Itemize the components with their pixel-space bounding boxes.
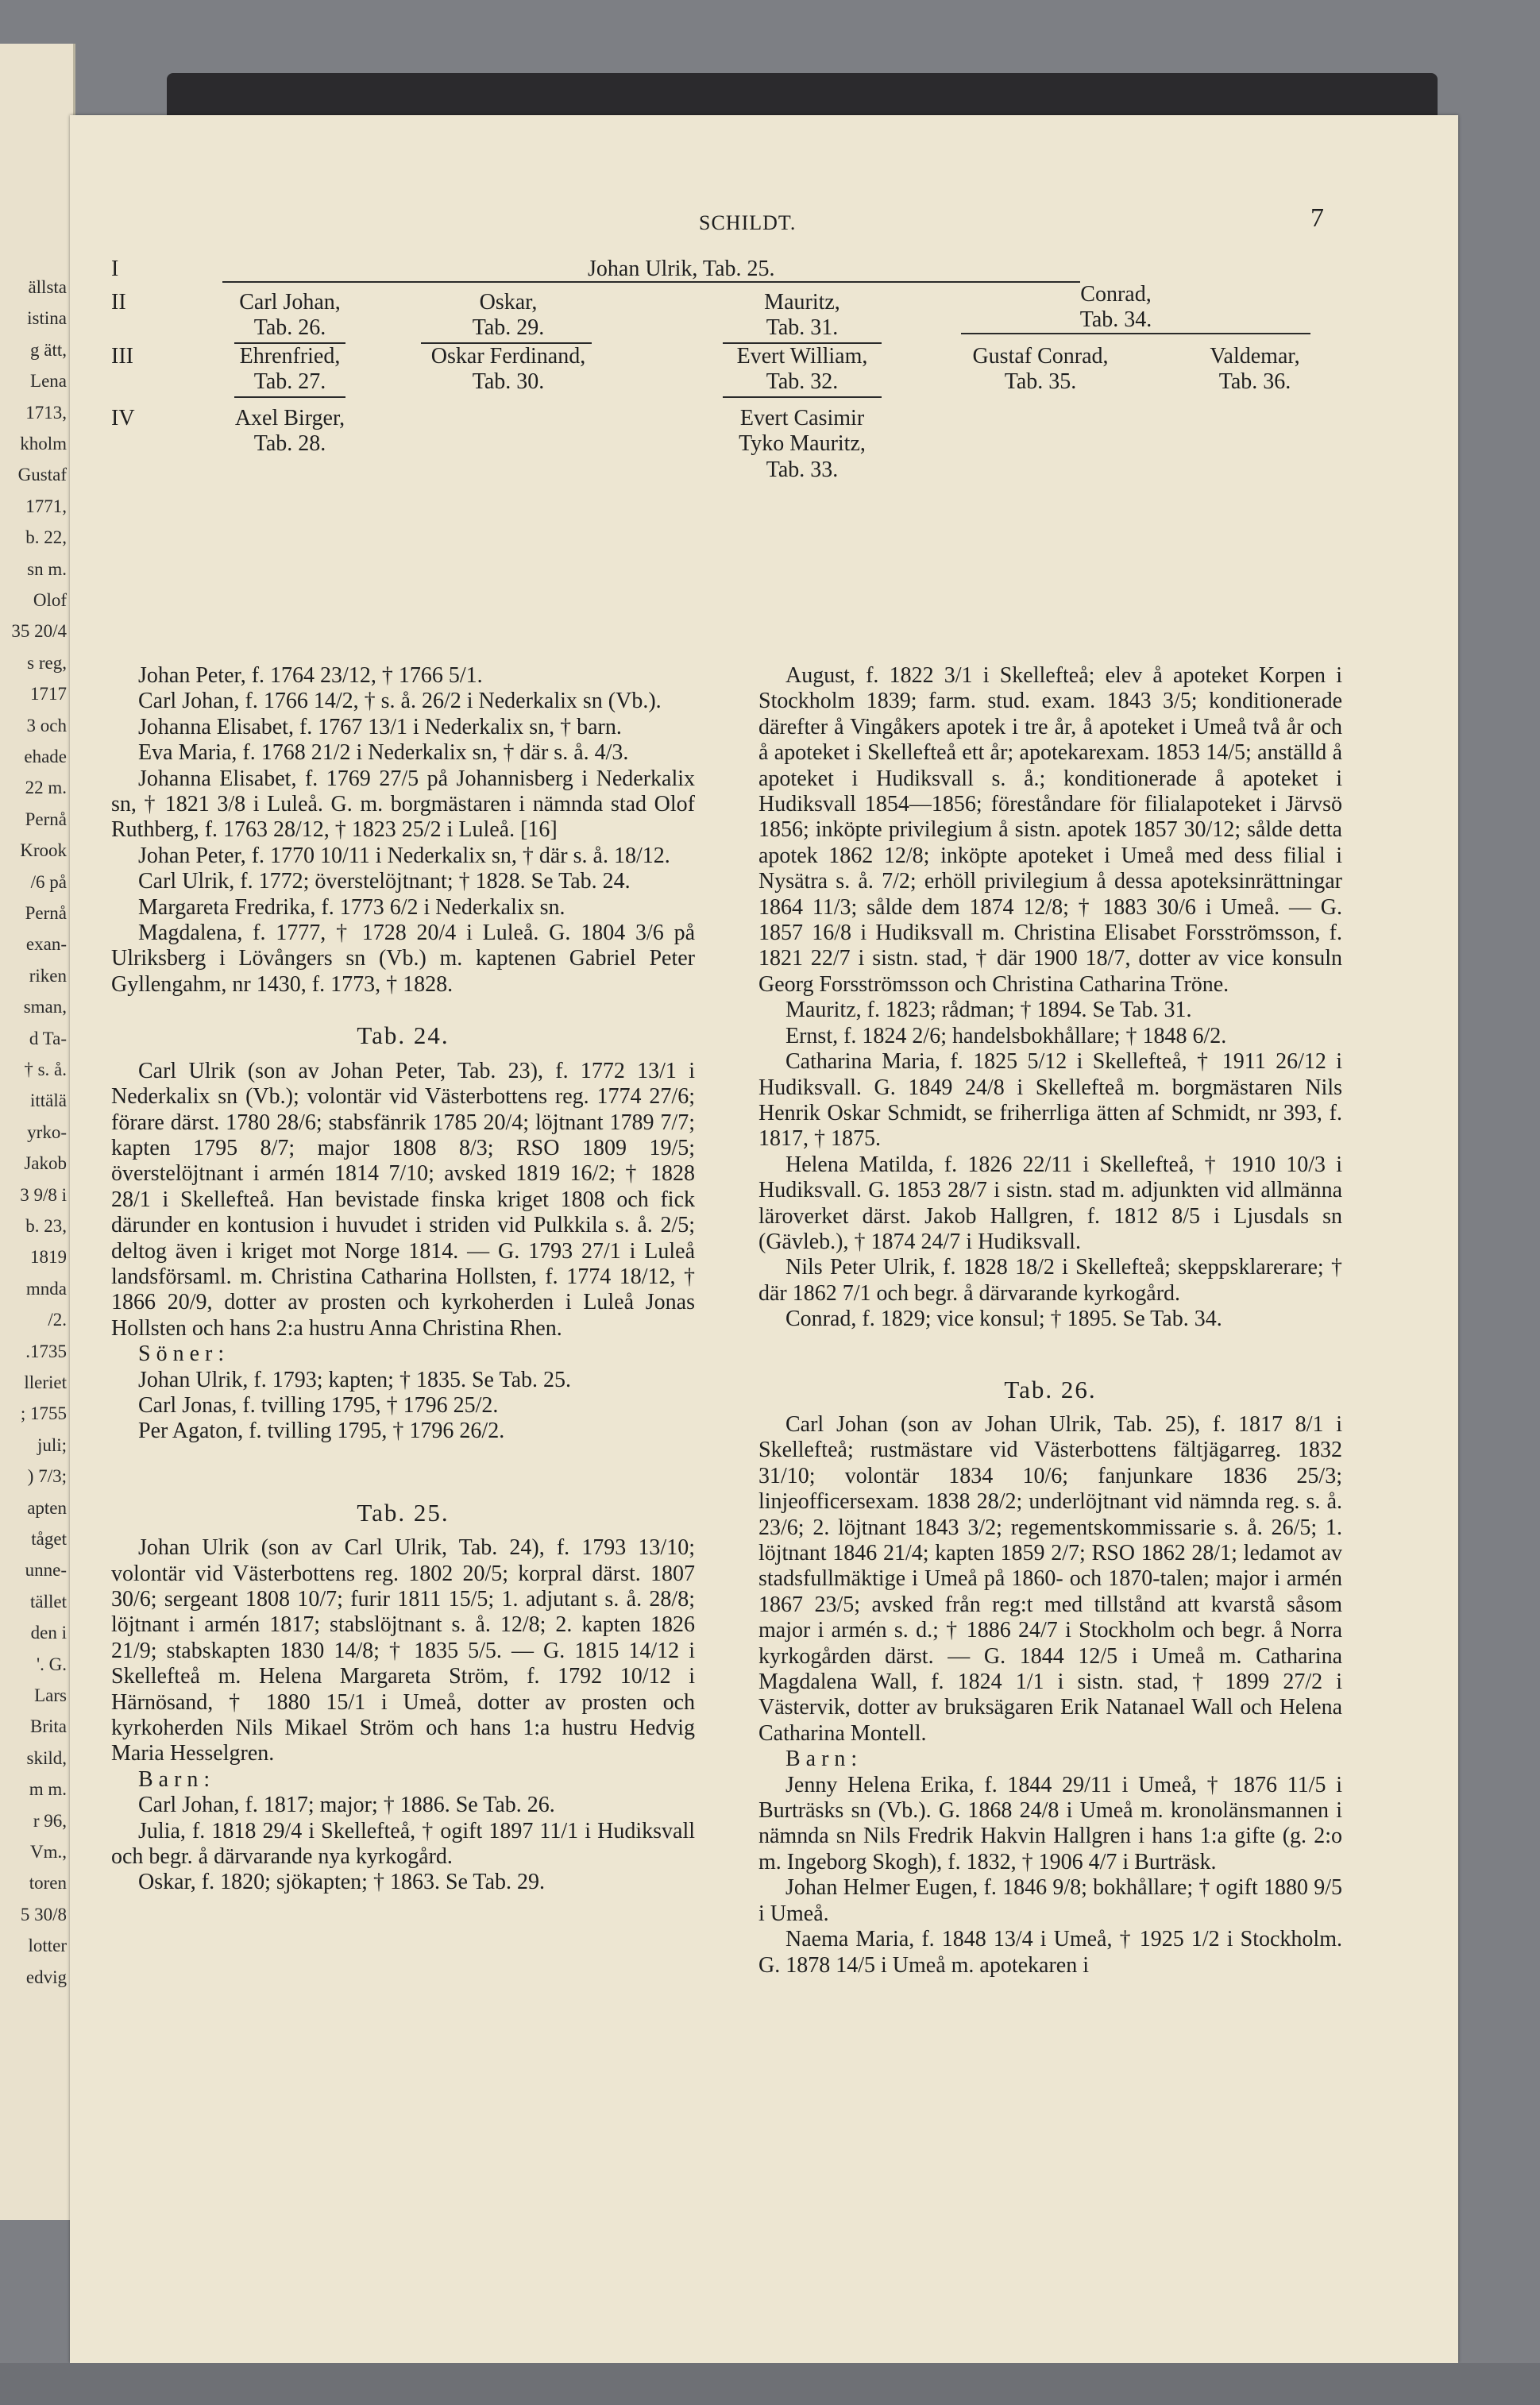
section-heading-tab-26: Tab. 26. [1004, 1375, 1097, 1403]
adjacent-page-fragment: Gustaf [17, 465, 67, 485]
entry: Jenny Helena Erika, f. 1844 29/11 i Umeå, † 1876 11/5 i Burträsks sn (Vb.). G. 1868 24/8 i Umeå m. kronolänsmannen i nämnda sn Nils Fredrik Hakvin Hallgren i hans 1:a gifte (g. 2:o m. Ingeborg Skogh), f. 1832, † 1906 4/7 i Burträsk. [758, 1772, 1342, 1874]
adjacent-page-fragment: b. 22, [25, 527, 67, 548]
adjacent-page-fragment: 3 och [26, 715, 67, 735]
entry: Carl Johan, f. 1817; major; † 1886. Se Tab. 26. [138, 1793, 555, 1818]
entry: Helena Matilda, f. 1826 22/11 i Skellefteå, † 1910 10/3 i Hudiksvall. G. 1853 28/7 i sistn. stad m. adjunkten vid allmänna läroverket därst. Jakob Hallgren, f. 1812 8/5 i Ljusdals sn (Gävleb.), † 1874 24/7 i Hudiksvall. [758, 1152, 1342, 1254]
entry: Per Agaton, f. tvilling 1795, † 1796 26/2. [138, 1419, 505, 1444]
adjacent-page-fragment: Krook [20, 840, 67, 861]
section-heading-tab-24: Tab. 24. [357, 1021, 450, 1050]
tree-node-oskar: Oskar, Tab. 29. [472, 290, 545, 341]
adjacent-page-fragment: lotter [28, 1936, 67, 1956]
tree-branch-line [234, 396, 345, 398]
adjacent-page-fragment: '. G. [36, 1654, 67, 1674]
adjacent-page-edge [0, 44, 75, 2220]
generation-label: III [111, 344, 133, 369]
adjacent-page-fragment: Pernå [25, 809, 67, 829]
entry: Johan Peter, f. 1770 10/11 i Nederkalix sn, † där s. å. 18/12. [138, 843, 670, 868]
adjacent-page-fragment: Olof [33, 590, 67, 610]
adjacent-page-fragment: istina [27, 308, 67, 329]
adjacent-page-fragment: 1819 [30, 1247, 67, 1268]
adjacent-page-fragment: ; 1755 [20, 1403, 67, 1424]
tree-branch-line [222, 281, 1080, 283]
entry: Julia, f. 1818 29/4 i Skellefteå, † ogift 1897 11/1 i Hudiksvall och begr. å därvarande nya kyrkogård. [111, 1818, 695, 1870]
entry: Naema Maria, f. 1848 13/4 i Umeå, † 1925 1/2 i Stockholm. G. 1878 14/5 i Umeå m. apotekaren i [758, 1927, 1342, 1978]
adjacent-page-fragment: yrko- [27, 1121, 67, 1142]
adjacent-page-fragment: /6 på [30, 871, 67, 892]
adjacent-page-fragment: Lena [30, 371, 67, 392]
entry: Oskar, f. 1820; sjökapten; † 1863. Se Tab. 29. [138, 1870, 546, 1895]
adjacent-page-fragment: d Ta- [29, 1028, 67, 1048]
adjacent-page-fragment: Brita [30, 1716, 67, 1737]
adjacent-page-fragment: 1713, [25, 402, 67, 423]
entry: Johanna Elisabet, f. 1769 27/5 på Johannisberg i Nederkalix sn, † 1821 3/8 i Luleå. G. m. borgmästaren i nämnda stad Olof Ruthberg, f. 1763 28/12, † 1823 25/2 i Luleå. [16] [111, 766, 695, 843]
entry: Conrad, f. 1829; vice konsul; † 1895. Se Tab. 34. [785, 1307, 1222, 1332]
entry: Johan Helmer Eugen, f. 1846 9/8; bokhållare; † ogift 1880 9/5 i Umeå. [758, 1875, 1342, 1926]
adjacent-page-fragment: Vm., [30, 1842, 67, 1862]
adjacent-page-fragment: r 96, [33, 1810, 67, 1831]
entry: Johan Ulrik, f. 1793; kapten; † 1835. Se Tab. 25. [138, 1367, 572, 1392]
adjacent-page-fragment: Jakob [24, 1153, 67, 1174]
adjacent-page-fragment: m m. [29, 1779, 67, 1800]
section-text-tab-26: Carl Johan (son av Johan Ulrik, Tab. 25), f. 1817 8/1 i Skellefteå; rustmästare vid Västerbottens fältjägarreg. 1832 31/10; volontär 1834 10/6; fanjunkare 1836 25/3; linjeofficersexam. 1838 28/2; underlöjtnant vid nämnda reg. s. å. 23/6; 2. löjtnant 1843 3/2; regementskommissarie s. å. 26/5; 1. löjtnant 1846 21/4; kapten 1859 2/7; RSO 1862 28/1; ledamot av stadsfullmäktige i Umeå på 1860- och 1870-talen; major i armén 1867 23/5; avsked från reg:t med tillstånd att kvarstå såsom major i armén s. d.; † 1886 24/7 i Stockholm och begr. å Norra kyrkogården därst. — G. 1844 12/5 i Umeå m. Catharina Magdalena Wall, f. 1824 1/1 i sistn. stad, † 1899 27/2 i Västervik, dotter av bruksägaren Erik Natanael Wall och Helena Catharina Montell. [758, 1411, 1342, 1746]
entry: Johanna Elisabet, f. 1767 13/1 i Nederkalix sn, † barn. [138, 714, 622, 739]
adjacent-page-fragment: .1735 [25, 1341, 67, 1361]
adjacent-page-fragment: exan- [25, 934, 67, 955]
tree-node-evert-casimir: Evert Casimir Tyko Mauritz, Tab. 33. [739, 406, 866, 482]
children-label: Söner: [138, 1341, 230, 1367]
adjacent-page-fragment: skild, [26, 1747, 67, 1768]
adjacent-page-fragment: juli; [37, 1434, 67, 1455]
tree-node-conrad: Conrad, Tab. 34. [1079, 282, 1152, 333]
generation-label: II [111, 290, 126, 315]
adjacent-page-fragment: sman, [23, 997, 67, 1017]
right-column [758, 663, 1342, 1978]
tree-node-carl-johan: Carl Johan, Tab. 26. [239, 290, 341, 341]
entry: Carl Jonas, f. tvilling 1795, † 1796 25/2. [138, 1392, 499, 1418]
adjacent-page-fragment: mnda [25, 1278, 67, 1299]
adjacent-page-fragment: 22 m. [25, 778, 67, 798]
entry: Eva Maria, f. 1768 21/2 i Nederkalix sn, † där s. å. 4/3. [138, 740, 629, 766]
tree-branch-line [723, 396, 882, 398]
adjacent-page-fragment: tället [30, 1591, 67, 1612]
adjacent-page-fragment: kholm [20, 434, 67, 454]
tree-node-evert-william: Evert William, Tab. 32. [736, 344, 868, 395]
adjacent-page-fragment: den i [30, 1623, 67, 1643]
page-content [111, 203, 1342, 2339]
section-heading-tab-25: Tab. 25. [357, 1498, 450, 1527]
entry: Carl Ulrik, f. 1772; överstelöjtnant; † 1828. Se Tab. 24. [138, 869, 631, 894]
page-number: 7 [1310, 203, 1324, 233]
tree-node-axel-birger: Axel Birger, Tab. 28. [234, 406, 345, 457]
book-page [70, 115, 1458, 2363]
background-shadow [0, 2363, 1540, 2405]
children-label: Barn: [785, 1747, 863, 1772]
adjacent-page-fragment: 1771, [25, 496, 67, 516]
adjacent-page-fragment: unne- [25, 1560, 67, 1581]
adjacent-page-fragment: 35 20/4 [11, 621, 67, 642]
tree-branch-line [961, 333, 1310, 334]
section-text-tab-25: Johan Ulrik (son av Carl Ulrik, Tab. 24), f. 1793 13/10; volontär vid Västerbottens reg. 1802 20/5; korpral därst. 1807 30/6; sergeant 1808 10/7; furir 1811 15/5; 1. adjutant s. å. 28/8; löjtnant i armén 1817; stabslöjtnant s. å. 12/8; 2. kapten 1826 21/9; stabskapten 1830 14/8; † 1835 5/5. — G. 1815 14/12 i Skellefteå m. Helena Margareta Ström, f. 1792 10/12 i Härnösand, † 1880 15/1 i Umeå, dotter av prosten och kyrkoherden Nils Mikael Ström och hans 1:a hustru Hedvig Maria Hesselgren. [111, 1535, 695, 1766]
adjacent-page-fragment: ehade [24, 747, 67, 766]
adjacent-page-fragment: b. 23, [25, 1216, 67, 1236]
entry: Ernst, f. 1824 2/6; handelsbokhållare; † 1848 6/2. [785, 1023, 1227, 1048]
running-head-title: SCHILDT. [699, 211, 797, 234]
adjacent-page-fragment: sn m. [27, 558, 67, 579]
adjacent-page-fragment: ällsta [28, 277, 67, 297]
entry: Johan Peter, f. 1764 23/12, † 1766 5/1. [138, 663, 483, 688]
entry: Mauritz, f. 1823; rådman; † 1894. Se Tab. 31. [785, 998, 1192, 1023]
tree-node-oskar-ferdinand: Oskar Ferdinand, Tab. 30. [430, 344, 586, 395]
adjacent-page-fragment: † s. å. [24, 1060, 67, 1079]
adjacent-page-fragment: Pernå [25, 903, 67, 923]
tree-node-ehrenfried: Ehrenfried, Tab. 27. [239, 344, 341, 395]
section-text-tab-24: Carl Ulrik (son av Johan Peter, Tab. 23), f. 1772 13/1 i Nederkalix sn (Vb.); volontär vid Västerbottens reg. 1774 27/6; förare därst. 1780 28/6; stabsfänrik 1785 20/4; löjtnant 1789 7/7; kapten 1795 8/7; major 1808 8/3; RSO 1809 19/5; överstelöjtnant i armén 1814 7/10; avsked 1819 16/2; † 1828 28/1 i Skellefteå. Han bevistade finska kriget 1808 och fick därunder en kontusion i huvudet i striden vid Pulkkila s. å. 2/5; deltog även i kriget mot Norge 1814. — G. 1793 27/1 i Luleå landsförsaml. m. Christina Catharina Hollsten, f. 1774 18/12, † 1866 20/9, dotter av prosten och kyrkoherden i Luleå Jonas Hollsten och hans 2:a hustru Anna Christina Rhen. [111, 1058, 695, 1341]
generation-label: I [111, 257, 119, 281]
adjacent-page-fragment: tåget [31, 1529, 67, 1549]
adjacent-page-fragment: riken [29, 965, 67, 986]
entry: Catharina Maria, f. 1825 5/12 i Skellefteå, † 1911 26/12 i Hudiksvall. G. 1849 24/8 i Skellefteå m. borgmästaren Nils Henrik Oskar Schmidt, se friherrliga ätten af Schmidt, nr 393, f. 1817, † 1875. [758, 1049, 1342, 1152]
adjacent-page-fragment: toren [29, 1873, 67, 1894]
left-column [111, 663, 695, 1896]
adjacent-page-fragment: edvig [25, 1967, 67, 1987]
adjacent-page-fragment: ittälä [30, 1091, 67, 1111]
entry: Margareta Fredrika, f. 1773 6/2 i Nederkalix sn. [138, 894, 565, 920]
adjacent-page-fragment: s reg, [27, 652, 67, 673]
adjacent-page-fragment: 3 9/8 i [20, 1184, 67, 1205]
adjacent-page-fragment: apten [27, 1497, 67, 1518]
entry: Magdalena, f. 1777, † 1728 20/4 i Luleå. G. 1804 3/6 på Ulriksberg i Lövångers sn (Vb.) m. kaptenen Gabriel Peter Gyllengahm, nr 1430, f. 1773, † 1828. [111, 921, 695, 997]
adjacent-page-fragment: g ätt, [30, 339, 67, 360]
tree-root: Johan Ulrik, Tab. 25. [588, 257, 775, 281]
adjacent-page-fragment: /2. [48, 1310, 67, 1330]
tree-node-mauritz: Mauritz, Tab. 31. [764, 290, 840, 341]
entry: Carl Johan, f. 1766 14/2, † s. å. 26/2 i Nederkalix sn (Vb.). [138, 689, 662, 714]
adjacent-page-fragment: 5 30/8 [20, 1904, 67, 1924]
entry: Nils Peter Ulrik, f. 1828 18/2 i Skellefteå; skeppsklarerare; † där 1862 7/1 och begr. å därvarande kyrkogård. [758, 1255, 1342, 1306]
children-label: Barn: [138, 1766, 216, 1792]
entry: August, f. 1822 3/1 i Skellefteå; elev å apoteket Korpen i Stockholm 1839; farm. stud. exam. 1843 3/5; konditionerade därefter å Vingåkers apotek i tre år, å apoteket i Umeå två år och å apoteket i Skellefteå ett år; apotekarexam. 1853 14/5; anställd å apoteket i Hudiksvall s. å.; konditionerade å apoteket i Hudiksvall 1854—1856; föreståndare för filialapoteket i Järvsö 1856; inköpte privilegium å sistn. apotek 1857 30/12; sålde detta apotek 1862 12/8; inköpte apoteket i Umeå med dess filial i Nysätra s. å. 7/2; erhöll privilegium å dessa apoteksinrättningar 1864 11/3; sålde dem 1874 12/8; † 1883 30/6 i Umeå. — G. 1857 16/8 i Hudiksvall m. Christina Elisabet Forsströmsson, f. 1821 22/7 i sistn. stad, † där 1900 18/7, dotter av vice konsuln Georg Forsströmsson och Christina Catharina Tröne. [758, 663, 1342, 997]
adjacent-page-fragment: Lars [34, 1685, 67, 1705]
tree-node-valdemar: Valdemar, Tab. 36. [1210, 344, 1300, 395]
adjacent-page-fragment: ) 7/3; [27, 1466, 67, 1487]
adjacent-page-fragment: lleriet [24, 1372, 67, 1392]
tree-node-gustaf-conrad: Gustaf Conrad, Tab. 35. [972, 344, 1109, 395]
generation-label: IV [111, 406, 135, 430]
adjacent-page-fragment: 1717 [30, 684, 67, 705]
